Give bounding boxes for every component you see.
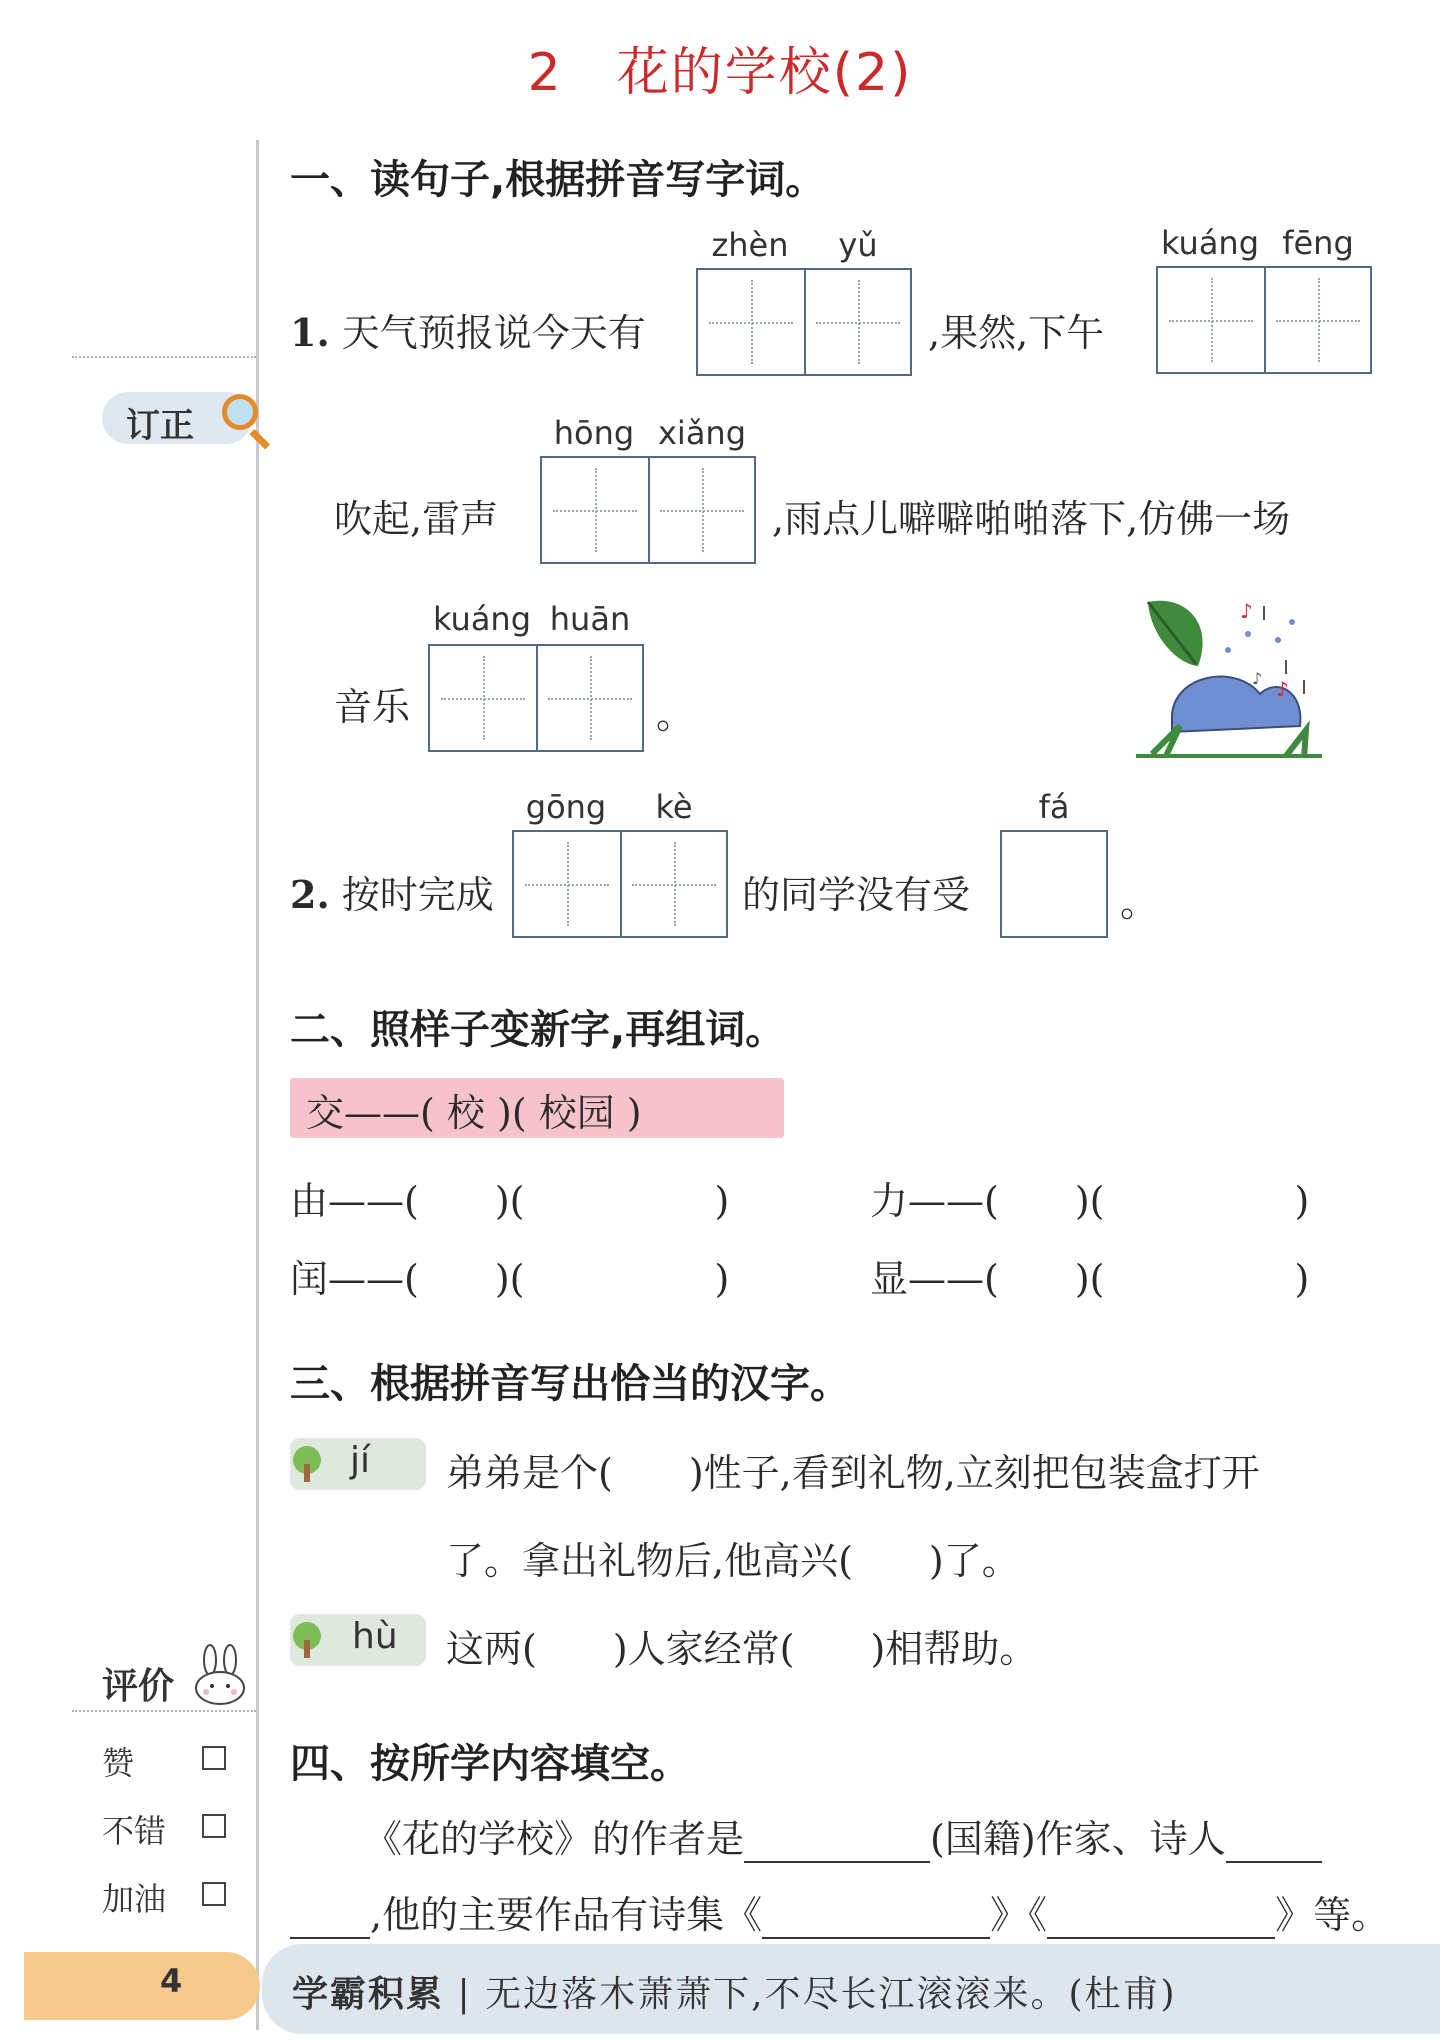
eval-checkbox-good[interactable] [202, 1814, 226, 1838]
question-text: 天气预报说今天有 [341, 311, 646, 355]
question-number: 2. [290, 872, 330, 917]
rabbit-icon [188, 1644, 252, 1706]
question-text: 。 [656, 693, 695, 737]
exercise-dash: —— [908, 1179, 985, 1223]
section2-heading: 二、照样子变新字,再组词。 [290, 1007, 786, 1053]
pinyin: gōng [525, 788, 607, 826]
exercise-char: 显 [870, 1257, 909, 1301]
svg-text:♪: ♪ [1276, 677, 1289, 701]
pinyin: xiǎng [657, 414, 747, 452]
section4-line1 [364, 1808, 1322, 1863]
exercise-dash: —— [908, 1257, 985, 1301]
new-char-blank[interactable]: ( ) [984, 1179, 1090, 1223]
pinyin-tag-label: hù [352, 1616, 398, 1657]
pinyin: kuáng [432, 600, 532, 638]
writing-box[interactable] [540, 456, 756, 564]
section4-line2 [290, 1884, 1389, 1939]
footer-quote: 无边落木萧萧下,不尽长江滚滚来。(杜甫) [485, 1974, 1177, 2015]
pinyin: hōng [553, 414, 635, 452]
footer-label: 学霸积累 [292, 1974, 445, 2015]
poet-blank[interactable] [1226, 1821, 1322, 1863]
eval-option-good: 不错 [102, 1812, 167, 1850]
pinyin-tag-label: jí [350, 1440, 371, 1481]
exercise-dash: —— [328, 1179, 405, 1223]
eval-option-praise: 赞 [102, 1744, 135, 1782]
exercise-row[interactable] [870, 1248, 1309, 1303]
poet-blank-cont[interactable] [290, 1897, 370, 1939]
poem-collection-blank-2[interactable] [1047, 1897, 1275, 1939]
eval-checkbox-keep-trying[interactable] [202, 1882, 226, 1906]
magnifier-icon [222, 394, 258, 430]
question-text: 吹起,雷声 [334, 497, 499, 541]
magnifier-handle-icon [250, 429, 271, 450]
pinyin: kè [655, 788, 693, 826]
example-new-char: ( 校 ) [420, 1091, 512, 1135]
question-text: ,雨点儿噼噼啪啪落下,仿佛一场 [772, 497, 1291, 541]
writing-box[interactable] [1156, 266, 1372, 374]
fill-sentence[interactable]: 这两( )人家经常( )相帮助。 [446, 1627, 1038, 1671]
page-number: 4 [160, 1962, 183, 2000]
exercise-row[interactable] [290, 1170, 729, 1225]
pinyin: fá [1038, 788, 1070, 826]
question-text: 的同学没有受 [742, 873, 971, 917]
poem-collection-blank-1[interactable] [762, 1897, 990, 1939]
section3-heading: 三、根据拼音写出恰当的汉字。 [290, 1361, 850, 1407]
svg-text:♪: ♪ [1252, 669, 1263, 688]
exercise-char: 力 [870, 1179, 909, 1223]
pinyin: fēng [1282, 224, 1354, 262]
question-text: ,果然,下午 [928, 311, 1105, 355]
sidebar-divider [72, 356, 256, 358]
section4-text: 》《 [990, 1893, 1048, 1937]
pinyin: huān [549, 600, 631, 638]
q2-line [290, 864, 494, 919]
tree-icon [288, 1620, 326, 1660]
new-char-blank[interactable]: ( ) [404, 1257, 510, 1301]
example-dash: —— [344, 1091, 421, 1135]
svg-text:♪: ♪ [1240, 599, 1253, 623]
margin-divider [256, 140, 259, 2030]
exercise-char: 闰 [290, 1257, 329, 1301]
evaluation-label: 评价 [102, 1666, 175, 1707]
eval-checkbox-praise[interactable] [202, 1746, 226, 1770]
writing-box-single[interactable] [1000, 830, 1108, 938]
tree-icon [288, 1444, 326, 1484]
question-text: 按时完成 [341, 873, 494, 917]
exercise-char: 由 [290, 1179, 329, 1223]
eval-option-keep-trying: 加油 [102, 1880, 167, 1918]
section4-text: 》等。 [1275, 1893, 1390, 1937]
word-blank[interactable]: ( ) [509, 1179, 730, 1223]
q1-line1 [290, 302, 646, 357]
author-blank[interactable] [744, 1821, 930, 1863]
pinyin: yǔ [838, 226, 878, 264]
footer-quote-line [292, 1966, 1177, 2017]
new-char-blank[interactable]: ( ) [404, 1179, 510, 1223]
fill-sentence[interactable]: 了。拿出礼物后,他高兴( )了。 [446, 1539, 1020, 1583]
correction-label: 订正 [126, 406, 194, 446]
evaluation-divider [72, 1710, 256, 1712]
word-blank[interactable]: ( ) [509, 1257, 730, 1301]
question-text: 音乐 [334, 685, 411, 729]
example-word: ( 校园 ) [511, 1091, 642, 1135]
rain-rock-illustration [1136, 594, 1322, 766]
section4-text: (国籍)作家、诗人 [930, 1817, 1226, 1861]
question-text: 。 [1120, 881, 1159, 925]
section1-heading: 一、读句子,根据拼音写字词。 [290, 157, 826, 203]
writing-box[interactable] [696, 268, 912, 376]
exercise-dash: —— [328, 1257, 405, 1301]
exercise-row[interactable] [870, 1170, 1309, 1225]
word-blank[interactable]: ( ) [1089, 1257, 1310, 1301]
writing-box[interactable] [428, 644, 644, 752]
section4-text: 《花的学校》的作者是 [364, 1817, 745, 1861]
exercise-row[interactable] [290, 1248, 729, 1303]
question-number: 1. [290, 310, 330, 355]
example-line [306, 1082, 642, 1137]
footer-separator: | [457, 1974, 472, 2015]
pinyin: zhèn [711, 226, 789, 264]
fill-sentence[interactable]: 弟弟是个( )性子,看到礼物,立刻把包装盒打开 [446, 1451, 1260, 1495]
writing-box[interactable] [512, 830, 728, 938]
new-char-blank[interactable]: ( ) [984, 1257, 1090, 1301]
page-title: 2 花的学校(2) [527, 43, 913, 103]
word-blank[interactable]: ( ) [1089, 1179, 1310, 1223]
page-number-tab [24, 1952, 260, 2020]
section4-heading: 四、按所学内容填空。 [290, 1741, 690, 1787]
example-char: 交 [306, 1091, 345, 1135]
pinyin: kuáng [1160, 224, 1260, 262]
section4-text: ,他的主要作品有诗集《 [370, 1893, 763, 1937]
